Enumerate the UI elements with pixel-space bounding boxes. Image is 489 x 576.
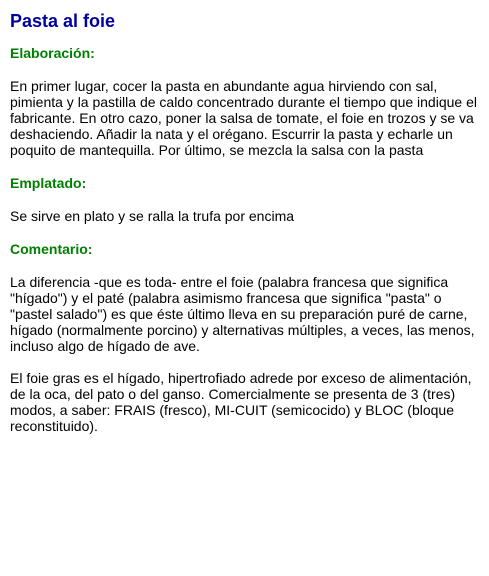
comentario-text-1: La diferencia -que es toda- entre el foie (palabra francesa que significa "hígado") y el paté (palabra asimismo francesa que significa "pasta" o "pastel salado") es que éste último lleva en su preparación puré de carne, hígado (normalmente porcino) y alternativas múltiples, a veces, las menos, incluso algo de hígado de ave. xyxy=(10,274,475,354)
section-heading-comentario: Comentario: xyxy=(10,241,93,257)
emplatado-text: Se sirve en plato y se ralla la trufa por encima xyxy=(10,208,295,224)
elaboracion-text: En primer lugar, cocer la pasta en abundante agua hirviendo con sal, pimienta y la pastilla de caldo concentrado durante el tiempo que indique el fabricante. En otro cazo, poner la salsa de tomate, el foie en trozos y se va deshaciendo. Añadir la nata y el orégano. Escurrir la pasta y echarle un poquito de mantequilla. Por último, se mezcla la salsa con la pasta xyxy=(10,78,477,158)
section-heading-elaboracion: Elaboración: xyxy=(10,45,95,61)
comentario-text-2: El foie gras es el hígado, hipertrofiado adrede por exceso de alimentación, de la oca, del pato o del ganso. Comercialmente se presenta de 3 (tres) modos, a saber: FRAIS (fresco), MI-CUIT (semicocido) y BLOC (bloque reconstituido). xyxy=(10,370,472,434)
section-comentario xyxy=(10,240,479,434)
section-elaboracion xyxy=(10,44,479,158)
page-title: Pasta al foie xyxy=(10,11,116,31)
section-emplatado xyxy=(10,174,479,224)
section-heading-emplatado: Emplatado: xyxy=(10,175,87,191)
